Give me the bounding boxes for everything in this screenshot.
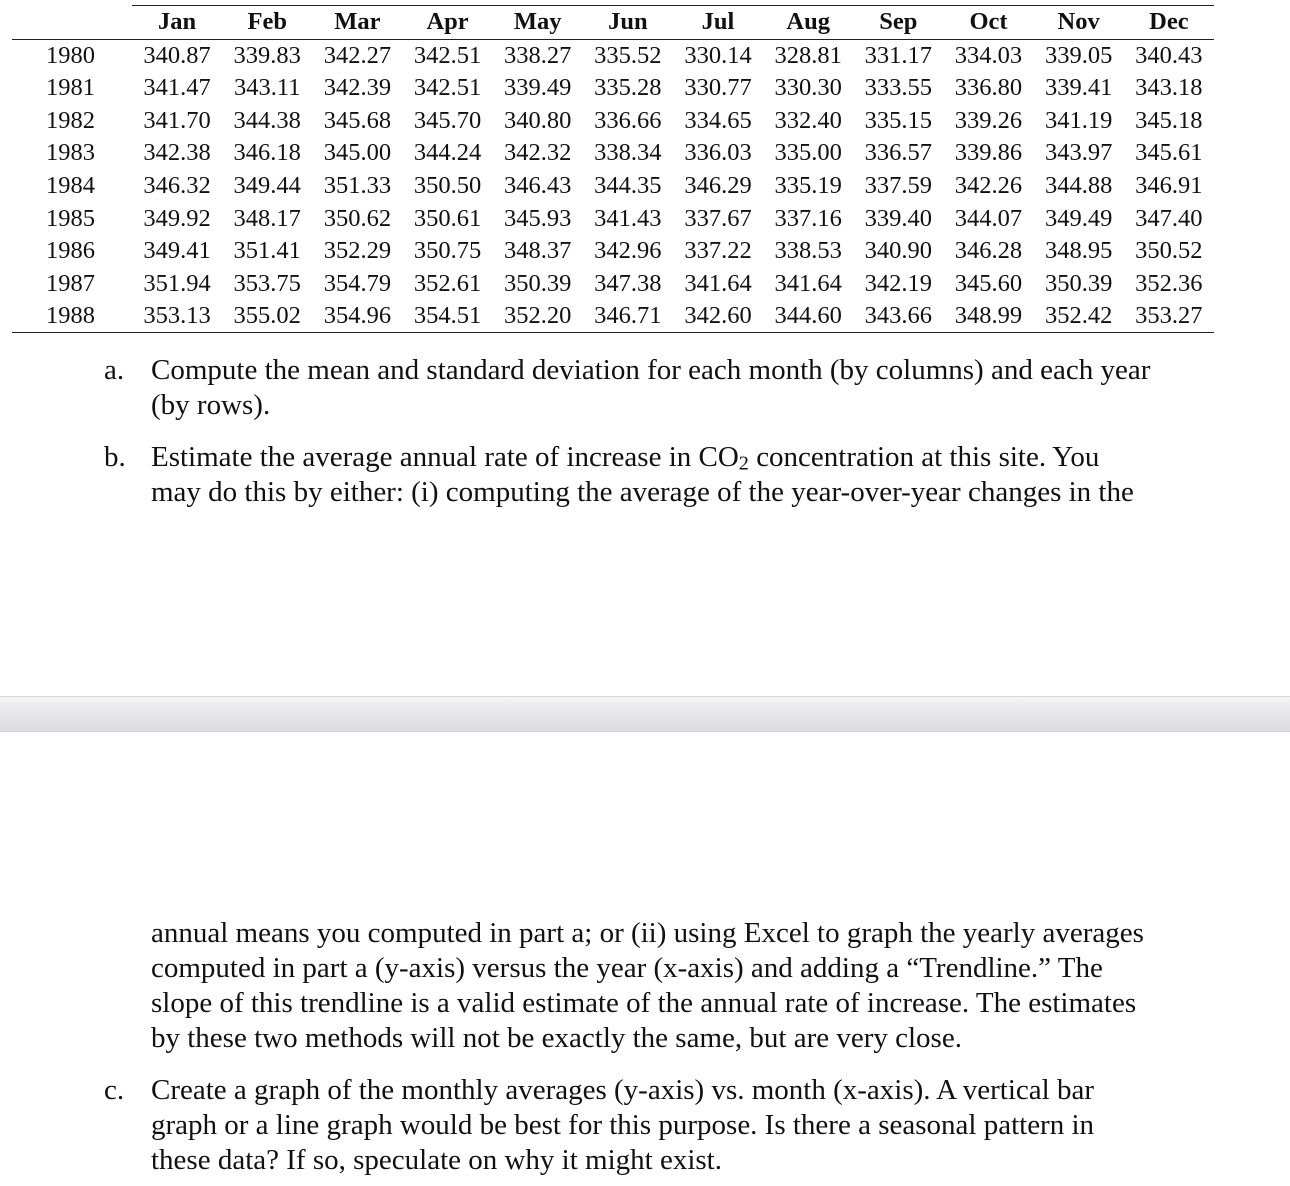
question-line: may do this by either: (i) computing the average of the year-over-year changes in the	[151, 476, 1134, 508]
value-cell: 342.39	[323, 74, 392, 102]
value-cell: 345.93	[504, 204, 572, 232]
value-cell: 351.41	[233, 237, 301, 265]
value-cell: 344.24	[413, 139, 482, 167]
value-cell: 330.14	[684, 41, 752, 69]
value-cell: 346.91	[1135, 171, 1203, 199]
value-cell: 335.19	[774, 171, 842, 199]
question-label: a.	[104, 354, 125, 386]
value-cell: 337.67	[684, 204, 752, 232]
value-cell: 341.19	[1044, 106, 1113, 134]
question-text	[151, 916, 1221, 1056]
value-cell: 350.75	[413, 237, 482, 265]
value-cell: 343.18	[1135, 74, 1203, 102]
value-cell: 349.49	[1044, 204, 1113, 232]
value-cell: 337.22	[684, 237, 752, 265]
month-header: Aug	[763, 6, 853, 40]
value-cell: 350.61	[413, 204, 482, 232]
year-cell: 1984	[46, 171, 95, 199]
value-cell: 337.59	[864, 171, 933, 199]
value-cell: 330.77	[684, 74, 752, 102]
value-cell: 342.19	[864, 269, 933, 297]
value-cell: 346.71	[583, 300, 673, 333]
value-cell: 336.66	[594, 106, 662, 134]
value-cell: 340.43	[1135, 41, 1203, 69]
value-cell: 342.51	[413, 41, 482, 69]
value-cell: 341.43	[594, 204, 662, 232]
question-text	[151, 353, 1221, 423]
value-cell: 345.68	[323, 106, 392, 134]
value-cell: 336.80	[954, 74, 1023, 102]
value-cell: 350.50	[413, 171, 482, 199]
value-cell: 350.39	[504, 269, 572, 297]
table-row	[12, 202, 1214, 235]
value-cell: 330.30	[774, 74, 842, 102]
value-cell: 353.75	[233, 269, 301, 297]
value-cell: 344.38	[233, 106, 301, 134]
value-cell: 345.61	[1135, 139, 1203, 167]
value-cell: 345.70	[413, 106, 482, 134]
value-cell: 352.42	[1034, 300, 1124, 333]
value-cell: 354.51	[402, 300, 492, 333]
value-cell: 348.99	[943, 300, 1033, 333]
month-header: May	[493, 6, 583, 40]
table-row	[12, 235, 1214, 268]
value-cell: 335.28	[594, 74, 662, 102]
value-cell: 350.62	[323, 204, 392, 232]
value-cell: 338.53	[774, 237, 842, 265]
value-cell: 342.38	[143, 139, 211, 167]
value-cell: 343.97	[1044, 139, 1113, 167]
value-cell: 351.33	[323, 171, 392, 199]
value-cell: 339.83	[233, 41, 301, 69]
value-cell: 345.18	[1135, 106, 1203, 134]
value-cell: 345.00	[323, 139, 392, 167]
value-cell: 339.41	[1044, 74, 1113, 102]
value-cell: 333.55	[864, 74, 933, 102]
value-cell: 340.80	[504, 106, 572, 134]
table-row	[12, 170, 1214, 203]
value-cell: 341.47	[143, 74, 211, 102]
month-header: Dec	[1124, 6, 1214, 40]
value-cell: 342.26	[954, 171, 1023, 199]
value-cell: 343.11	[234, 74, 301, 102]
value-cell: 344.88	[1044, 171, 1113, 199]
value-cell: 340.90	[864, 237, 933, 265]
value-cell: 334.65	[684, 106, 752, 134]
value-cell: 334.03	[954, 41, 1023, 69]
month-header: Jun	[583, 6, 673, 40]
value-cell: 348.17	[233, 204, 301, 232]
value-cell: 355.02	[222, 300, 312, 333]
value-cell: 344.35	[594, 171, 662, 199]
value-cell: 341.70	[143, 106, 211, 134]
year-cell: 1980	[46, 41, 95, 69]
value-cell: 346.28	[954, 237, 1023, 265]
question-line: (by rows).	[151, 389, 271, 421]
value-cell: 342.60	[673, 300, 763, 333]
table-row	[12, 40, 1214, 73]
question-line: by these two methods will not be exactly the same, but are very close.	[151, 1022, 962, 1054]
value-cell: 342.32	[504, 139, 572, 167]
table-row	[12, 105, 1214, 138]
question-line-part: Estimate the average annual rate of increase in CO	[151, 441, 739, 473]
question-text	[151, 1073, 1221, 1178]
value-cell: 335.15	[864, 106, 933, 134]
value-cell: 349.92	[143, 204, 211, 232]
value-cell: 342.51	[413, 74, 482, 102]
question-text	[151, 440, 1221, 510]
value-cell: 352.36	[1135, 269, 1203, 297]
value-cell: 345.60	[954, 269, 1023, 297]
value-cell: 339.40	[864, 204, 933, 232]
value-cell: 331.17	[864, 41, 933, 69]
year-cell: 1983	[46, 139, 95, 167]
year-cell: 1987	[46, 269, 95, 297]
question-line: these data? If so, speculate on why it might exist.	[151, 1144, 722, 1176]
value-cell: 354.96	[312, 300, 402, 333]
value-cell: 346.43	[504, 171, 572, 199]
value-cell: 346.29	[684, 171, 752, 199]
question-line: Compute the mean and standard deviation for each month (by columns) and each year	[151, 354, 1151, 386]
value-cell: 342.96	[594, 237, 662, 265]
value-cell: 339.86	[954, 139, 1023, 167]
question-line: annual means you computed in part a; or (ii) using Excel to graph the yearly averages	[151, 917, 1144, 949]
year-cell: 1985	[46, 204, 95, 232]
value-cell: 344.07	[954, 204, 1023, 232]
year-cell: 1986	[46, 237, 95, 265]
value-cell: 347.40	[1135, 204, 1203, 232]
value-cell: 348.95	[1044, 237, 1113, 265]
value-cell: 341.64	[684, 269, 752, 297]
year-cell: 1988	[12, 300, 132, 333]
month-header: Oct	[943, 6, 1033, 40]
table-row	[12, 300, 1214, 333]
value-cell: 346.32	[143, 171, 211, 199]
table-row	[12, 268, 1214, 301]
question-label: c.	[104, 1074, 125, 1106]
question-line: Create a graph of the monthly averages (y-axis) vs. month (x-axis). A vertical bar	[151, 1074, 1094, 1106]
month-header: Apr	[402, 6, 492, 40]
value-cell: 346.18	[233, 139, 301, 167]
question-line: slope of this trendline is a valid estimate of the annual rate of increase. The estimates	[151, 987, 1137, 1019]
value-cell: 339.26	[954, 106, 1023, 134]
value-cell: 352.61	[413, 269, 482, 297]
month-header: Nov	[1034, 6, 1124, 40]
co2-data-table	[12, 5, 1214, 333]
value-cell: 338.27	[504, 41, 572, 69]
question-line: graph or a line graph would be best for this purpose. Is there a seasonal pattern in	[151, 1109, 1095, 1141]
value-cell: 354.79	[323, 269, 392, 297]
table-body	[12, 40, 1214, 333]
value-cell: 352.20	[493, 300, 583, 333]
value-cell: 347.38	[594, 269, 662, 297]
value-cell: 353.27	[1124, 300, 1214, 333]
value-cell: 332.40	[774, 106, 842, 134]
page-break-divider	[0, 696, 1290, 732]
value-cell: 328.81	[774, 41, 842, 69]
value-cell: 337.16	[774, 204, 842, 232]
value-cell: 348.37	[504, 237, 572, 265]
value-cell: 352.29	[323, 237, 392, 265]
value-cell: 349.44	[233, 171, 301, 199]
value-cell: 350.52	[1135, 237, 1203, 265]
value-cell: 342.27	[323, 41, 392, 69]
month-header: Jul	[673, 6, 763, 40]
table-header-row	[12, 6, 1214, 40]
value-cell: 349.41	[143, 237, 211, 265]
table-row	[12, 72, 1214, 105]
value-cell: 335.00	[774, 139, 842, 167]
value-cell: 340.87	[143, 41, 211, 69]
year-cell: 1982	[46, 106, 95, 134]
question-line: computed in part a (y-axis) versus the year (x-axis) and adding a “Trendline.” The	[151, 952, 1103, 984]
table-row	[12, 137, 1214, 170]
value-cell: 344.60	[763, 300, 853, 333]
question-line-part: concentration at this site. You	[748, 441, 1100, 473]
value-cell: 341.64	[774, 269, 842, 297]
value-cell: 351.94	[143, 269, 211, 297]
value-cell: 339.49	[504, 74, 572, 102]
value-cell: 339.05	[1044, 41, 1113, 69]
month-header: Feb	[222, 6, 312, 40]
value-cell: 350.39	[1044, 269, 1113, 297]
question-line	[151, 440, 1221, 475]
year-column-header	[12, 6, 132, 40]
value-cell: 336.03	[684, 139, 752, 167]
value-cell: 353.13	[132, 300, 222, 333]
month-header: Sep	[853, 6, 943, 40]
value-cell: 338.34	[594, 139, 662, 167]
value-cell: 335.52	[594, 41, 662, 69]
value-cell: 336.57	[864, 139, 933, 167]
value-cell: 343.66	[853, 300, 943, 333]
year-cell: 1981	[46, 74, 95, 102]
question-label: b.	[104, 441, 126, 473]
month-header: Mar	[312, 6, 402, 40]
subscript: 2	[738, 452, 749, 475]
month-header: Jan	[132, 6, 222, 40]
